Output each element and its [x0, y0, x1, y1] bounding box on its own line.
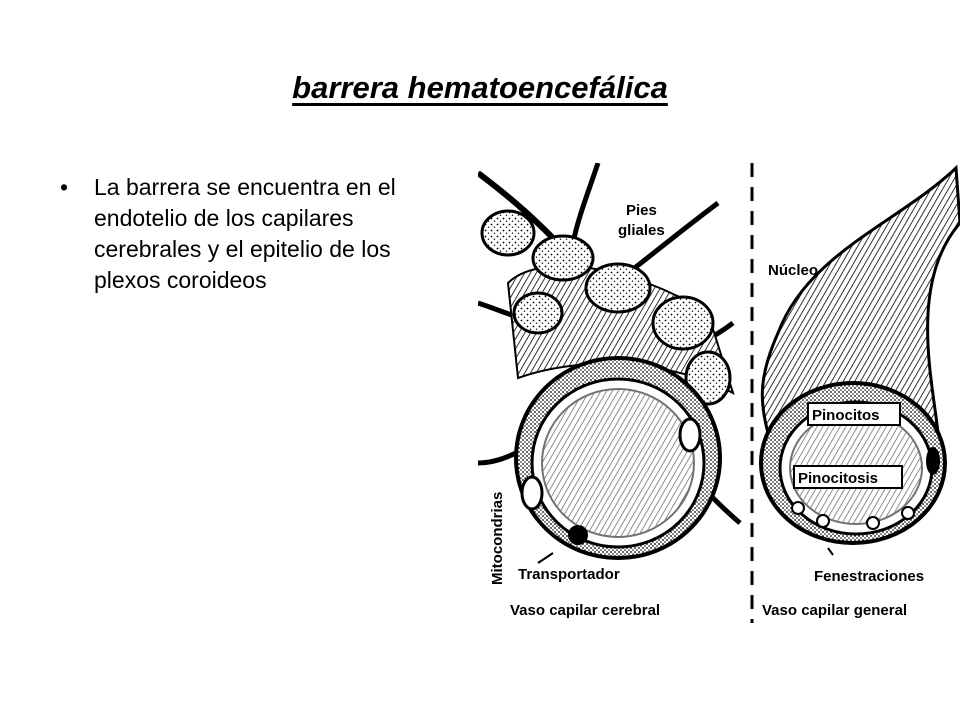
label-pinocitosis: Pinocitosis [798, 470, 879, 487]
label-mitocondrias: Mitocondrias [489, 491, 506, 585]
label-transportador: Transportador [518, 566, 620, 583]
label-vaso-general: Vaso capilar general [762, 602, 908, 619]
slide-title: barrera hematoencefálica [292, 70, 668, 105]
label-pinocitos: Pinocitos [812, 407, 880, 424]
bullet-list [60, 172, 445, 296]
capillary-comparison-illustration [478, 163, 960, 625]
bullet-marker: • [60, 174, 69, 200]
bullet-item: La barrera se encuentra en el endotelio de los capilares cerebrales y el epitelio de los plexos coroideos [94, 174, 396, 293]
general-capillary-drawing [761, 168, 960, 555]
label-fenestraciones: Fenestraciones [814, 568, 925, 585]
capillary-illustration-svg [478, 163, 960, 625]
label-nucleo: Núcleo [768, 262, 819, 279]
label-pies: Pies [626, 202, 657, 219]
cerebral-capillary-drawing [478, 163, 740, 563]
label-vaso-cerebral: Vaso capilar cerebral [510, 602, 661, 619]
label-gliales: gliales [618, 222, 665, 239]
